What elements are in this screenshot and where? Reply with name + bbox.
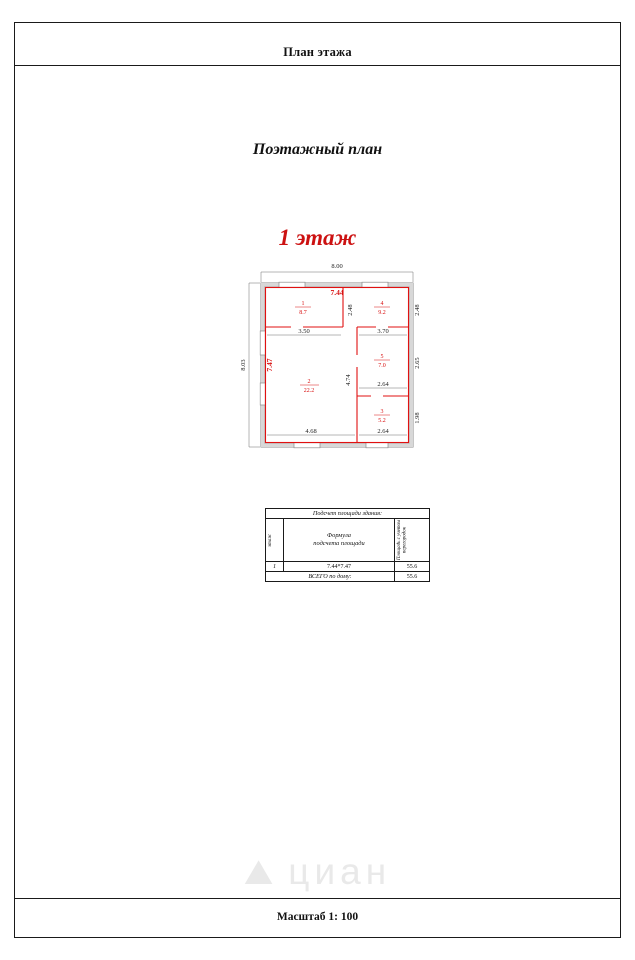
wall-fill (261, 283, 413, 447)
col-header-area (395, 519, 430, 562)
footer-divider (15, 898, 620, 899)
door-openings (291, 327, 388, 396)
floor-caption: 1 этаж (278, 225, 357, 250)
document-frame (14, 22, 621, 938)
dim-room4-width: 3.70 (377, 328, 389, 335)
col-header-formula-line1: Формула (326, 532, 351, 540)
outer-walls (261, 283, 413, 447)
col-header-formula-line2: подсчета площади (313, 540, 365, 548)
row-formula: 7.44*7.47 (284, 562, 395, 572)
table-total-row (266, 572, 430, 582)
room-5-number: 5 (380, 354, 384, 360)
room-4-number: 4 (380, 301, 384, 307)
dim-room5-height: 2.65 (414, 357, 421, 369)
area-table-column-row (266, 519, 430, 562)
dim-left-inner: 7.47 (265, 358, 274, 372)
room-2-number: 2 (307, 379, 311, 385)
dim-room2-height: 4.74 (345, 374, 352, 386)
dim-room5-width: 2.64 (377, 381, 389, 388)
dim-room3-width: 2.64 (377, 428, 389, 435)
col-header-floor (266, 519, 284, 562)
room-5-area: 7.0 (378, 363, 386, 369)
area-table-caption: Подсчет площади здания: (266, 509, 430, 519)
dim-left-outer: 8.03 (240, 359, 247, 371)
inner-contour-red (266, 288, 409, 443)
dim-top-outer: 8.00 (331, 263, 343, 270)
windows (260, 282, 388, 448)
total-label: ВСЕГО по дому: (266, 572, 395, 582)
dim-room3-height: 1.98 (414, 412, 421, 424)
partitions (266, 288, 409, 443)
plan-subtitle: Поэтажный план (252, 141, 383, 158)
floor-plan-drawing (231, 255, 451, 495)
col-header-area-text: Площадь с учетом перегородок (397, 520, 408, 561)
watermark (244, 851, 391, 893)
dim-room4-height: 2.48 (414, 304, 421, 316)
dim-room1-width: 3.50 (298, 328, 310, 335)
row-floor-number: 1 (266, 562, 284, 572)
header-divider (15, 65, 620, 66)
dim-room2-width: 4.68 (305, 428, 317, 435)
scale-label: Масштаб 1: 100 (276, 911, 359, 923)
table-row (266, 562, 430, 572)
room-1-area: 8.7 (299, 310, 307, 316)
total-value: 55.6 (395, 572, 430, 582)
room-2-area: 22.2 (303, 388, 315, 394)
page-title: План этажа (283, 45, 352, 59)
col-header-formula (284, 519, 395, 562)
col-header-floor-text: этаж (268, 533, 273, 547)
area-calculation-table (265, 508, 430, 582)
watermark-text: циан (288, 851, 392, 892)
dim-top-inner: 7.44 (330, 288, 344, 297)
area-table-header-row (266, 509, 430, 519)
room-1-number: 1 (301, 301, 305, 307)
row-area: 55.6 (395, 562, 430, 572)
room-3-number: 3 (380, 409, 384, 415)
room-4-area: 9.2 (378, 310, 386, 316)
room-3-area: 5.2 (378, 418, 386, 424)
dim-room1-height: 2.48 (347, 304, 354, 316)
watermark-logo-icon: ⛰ (243, 853, 279, 892)
